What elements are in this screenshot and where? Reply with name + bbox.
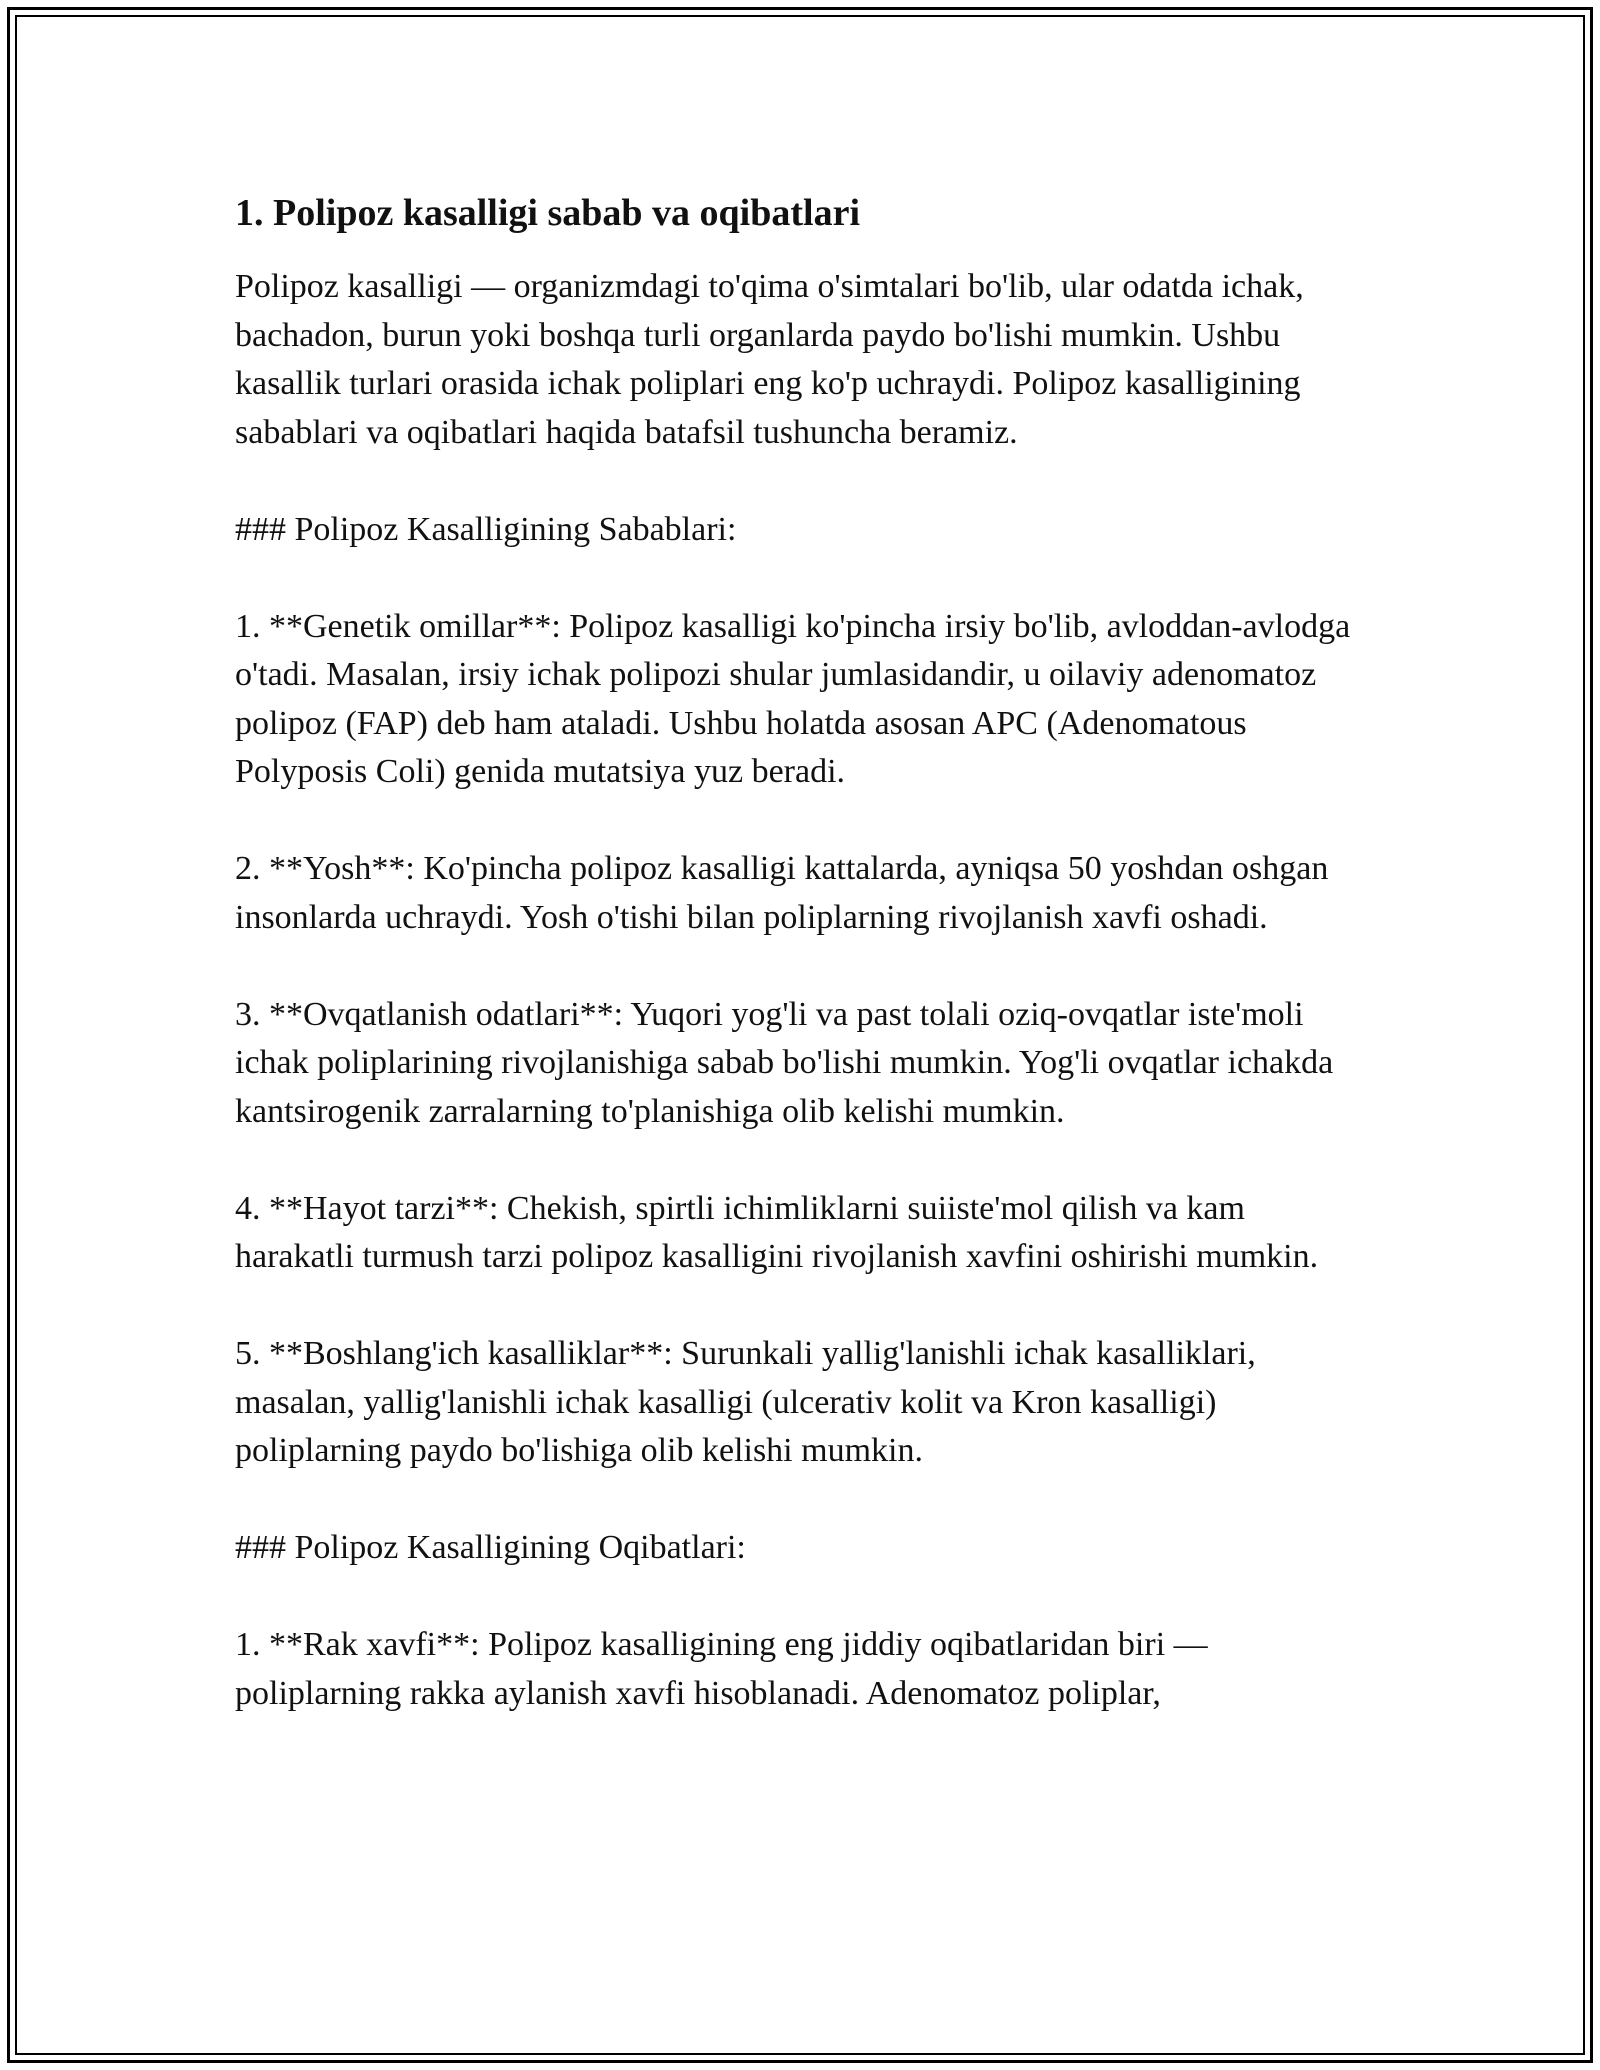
list-item-eating-habits: 3. **Ovqatlanish odatlari**: Yuqori yog'li va past tolali oziq-ovqatlar iste'moli ichak poliplarining rivojlanishiga sabab bo'lishi mumkin. Yog'li ovqatlar ichakda kantsirogenik zarralarning to'planishiga olib kelishi mumkin. xyxy=(235,995,1334,1130)
list-item-genetic-factors: 1. **Genetik omillar**: Polipoz kasalligi ko'pincha irsiy bo'lib, avloddan-avlodga o'tadi. Masalan, irsiy ichak polipozi shular jumlasidandir, u oilaviy adenomatoz polipoz (FAP) deb ham ataladi. Ushbu holatda asosan APC (Adenomatous Polyposis Coli) genida mutatsiya yuz beradi. xyxy=(235,607,1351,790)
list-item-underlying-diseases: 5. **Boshlang'ich kasalliklar**: Surunkali yallig'lanishli ichak kasalliklari, masalan, yallig'lanishli ichak kasalligi (ulcerativ kolit va Kron kasalligi) poliplarning paydo bo'lishiga olib kelishi mumkin. xyxy=(235,1335,1256,1469)
section-heading-causes: ### Polipoz Kasalligining Sabablari: xyxy=(235,510,737,548)
section-heading-consequences: ### Polipoz Kasalligining Oqibatlari: xyxy=(235,1529,746,1566)
list-item-age: 2. **Yosh**: Ko'pincha polipoz kasalligi kattalarda, ayniqsa 50 yoshdan oshgan insonlarda uchraydi. Yosh o'tishi bilan poliplarning rivojlanish xavfi oshadi. xyxy=(235,850,1329,936)
list-item-cancer-risk: 1. **Rak xavfi**: Polipoz kasalligining eng jiddiy oqibatlaridan biri — poliplarning rakka aylanish xavfi hisoblanadi. Adenomatoz poliplar, xyxy=(235,1626,1208,1712)
document-title: 1. Polipoz kasalligi sabab va oqibatlari xyxy=(235,192,860,234)
document-body xyxy=(235,185,1370,1718)
list-item-lifestyle: 4. **Hayot tarzi**: Chekish, spirtli ichimliklarni suiiste'mol qilish va kam harakatli turmush tarzi polipoz kasalligini rivojlanish xavfini oshirishi mumkin. xyxy=(235,1189,1319,1275)
paragraph-intro: Polipoz kasalligi — organizmdagi to'qima o'simtalari bo'lib, ular odatda ichak, bachadon, burun yoki boshqa turli organlarda paydo bo'lishi mumkin. Ushbu kasallik turlari orasida ichak poliplari eng ko'p uchraydi. Polipoz kasalligining sabablari va oqibatlari haqida batafsil tushuncha beramiz. xyxy=(235,268,1304,451)
